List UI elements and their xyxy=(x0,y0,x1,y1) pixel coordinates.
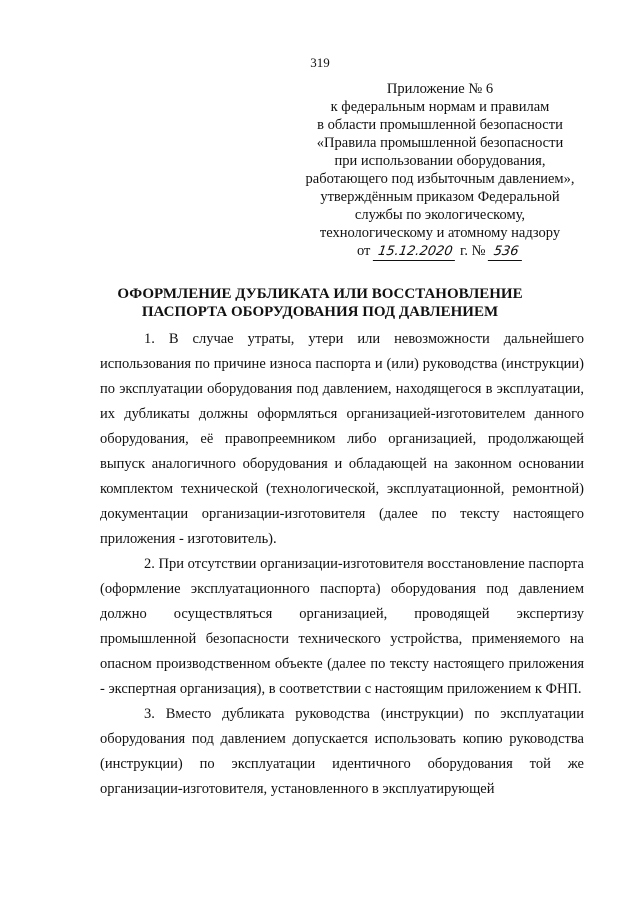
annex-header xyxy=(300,80,580,261)
annex-line: в области промышленной безопасности xyxy=(317,117,563,133)
annex-line: службы по экологическому, xyxy=(354,207,526,223)
annex-line: Приложение № 6 xyxy=(386,81,494,97)
title-line-1: ОФОРМЛЕНИЕ ДУБЛИКАТА ИЛИ ВОССТАНОВЛЕНИЕ xyxy=(117,286,523,302)
page-number: 319 xyxy=(310,55,330,70)
handwritten-date: 15.12.2020 xyxy=(373,244,458,261)
annex-line: к федеральным нормам и правилам xyxy=(330,99,550,115)
number-prefix: г. № xyxy=(460,243,486,259)
paragraph-1: 1. В случае утраты, утери или невозможности дальнейшего использования по причине износа паспорта и (или) руководства (инструкции) по эксплуатации оборудования под давлением, находящегося в эксплуатации, их дубликаты должны оформляться организацией-изготовителем данного оборудования, её правопреемником либо организацией, продолжающей выпуск аналогичного оборудования и обладающей на законном основании комплектом технической (технологической, эксплуатационной, ремонтной) документации организации-изготовителя (далее по тексту настоящего приложения - изготовитель). xyxy=(100,331,584,547)
annex-date-line xyxy=(300,242,580,261)
paragraph-3: 3. Вместо дубликата руководства (инструкции) по эксплуатации оборудования под давлением допускается использовать копию руководства (инструкции) по эксплуатации идентичного оборудования той же организации-изготовителя, установленного в эксплуатирующей xyxy=(100,706,584,797)
title-line-2: ПАСПОРТА ОБОРУДОВАНИЯ ПОД ДАВЛЕНИЕМ xyxy=(141,304,499,320)
annex-line: «Правила промышленной безопасности xyxy=(316,135,564,151)
annex-line: работающего под избыточным давлением», xyxy=(305,171,575,187)
annex-line: технологическому и атомному надзору xyxy=(319,225,561,241)
document-title xyxy=(0,285,640,321)
date-prefix: от xyxy=(356,243,371,259)
paragraph-2: 2. При отсутствии организации-изготовителя восстановление паспорта (оформление эксплуатационного паспорта) оборудования под давлением должно осуществляться организацией, проводящей экспертизу промышленной безопасности технического устройства, применяемого на опасном производственном объекте (далее по тексту настоящего приложения - экспертная организация), в соответствии с настоящим приложением к ФНП. xyxy=(100,556,584,697)
annex-line: утверждённым приказом Федеральной xyxy=(320,189,560,205)
document-body xyxy=(100,327,584,802)
annex-line: при использовании оборудования, xyxy=(334,153,546,169)
handwritten-order-number: 536 xyxy=(488,244,524,261)
